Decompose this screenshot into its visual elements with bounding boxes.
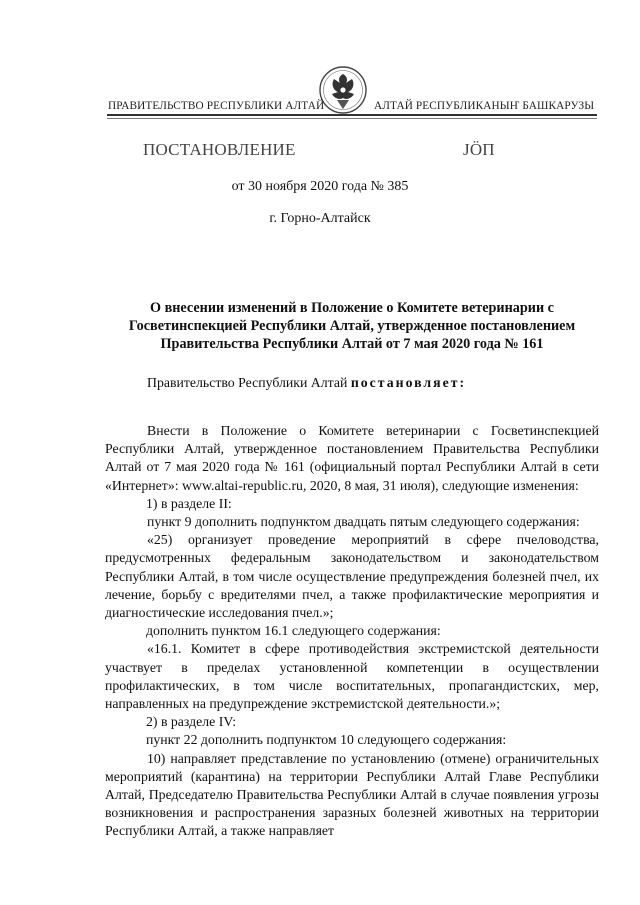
body-paragraph: пункт 9 дополнить подпунктом двадцать пятым следующего содержания: <box>147 514 580 530</box>
header-rule-thick <box>107 114 597 116</box>
title-line: О внесении изменений в Положение о Комитете ветеринарии с <box>150 300 554 316</box>
preamble-subject: Правительство Республики Алтай <box>147 375 348 390</box>
header-left-text: ПРАВИТЕЛЬСТВО РЕСПУБЛИКИ АЛТАЙ <box>108 100 325 112</box>
body-paragraph: 10) направляет представление по установлению (отмене) ограничительных мероприятий (карантина) на территории Республики Алтай Главе Республики Алтай, Председателю Правительства Республики Алтай в случае появления угрозы возникновения и распространения заразных болезней животных на территории Республики Алтай, а также направляет <box>105 750 599 839</box>
preamble <box>105 374 640 392</box>
document-body <box>105 422 599 841</box>
preamble-verb: постановляет: <box>350 375 467 390</box>
coat-of-arms-icon <box>318 62 368 118</box>
doc-type-russian: ПОСТАНОВЛЕНИЕ <box>143 140 296 159</box>
date-number-line: от 30 ноября 2020 года № 385 <box>231 179 409 194</box>
document-title <box>105 299 599 353</box>
body-paragraph: дополнить пунктом 16.1 следующего содержания: <box>146 623 441 639</box>
body-paragraph: 2) в разделе IV: <box>146 714 237 730</box>
header-rule-thin <box>107 118 597 119</box>
city-line: г. Горно-Алтайск <box>269 211 371 226</box>
body-paragraph: «16.1. Комитет в сфере противодействия экстремистской деятельности участвует в пределах установленной компетенции в осуществлении профилактических, в том числе воспитательных, пропагандистских, мер, направленных на предупреждение экстремистской деятельности.»; <box>105 641 599 712</box>
title-line: Правительства Республики Алтай от 7 мая 2020 года № 161 <box>160 336 544 352</box>
title-line: Госветинспекцией Республики Алтай, утвержденное постановлением <box>128 318 576 334</box>
doc-type-altai: ЈӦП <box>463 140 495 159</box>
body-paragraph: «25) организует проведение мероприятий в сфере пчеловодства, предусмотренных федеральным законодательством и законодательством Республики Алтай, в том числе осуществление предупреждения болезней пчел, их лечение, борьбу с вредителями пчел, а также профилактические мероприятия и диагностические исследования пчел.»; <box>105 532 599 621</box>
body-paragraph: пункт 22 дополнить подпунктом 10 следующего содержания: <box>146 732 507 748</box>
body-paragraph: Внести в Положение о Комитете ветеринарии с Госветинспекцией Республики Алтай, утвержденное постановлением Правительства Республики Алтай от 7 мая 2020 года № 161 (официальный портал Республики Алтай в сети «Интернет»: www.altai-republic.ru, 2020, 8 мая, 31 июля), следующие изменения: <box>105 423 599 493</box>
header-right-text: АЛТАЙ РЕСПУБЛИКАНЫҤ БАШКАРУЗЫ <box>374 100 595 112</box>
body-paragraph: 1) в разделе II: <box>146 495 232 511</box>
